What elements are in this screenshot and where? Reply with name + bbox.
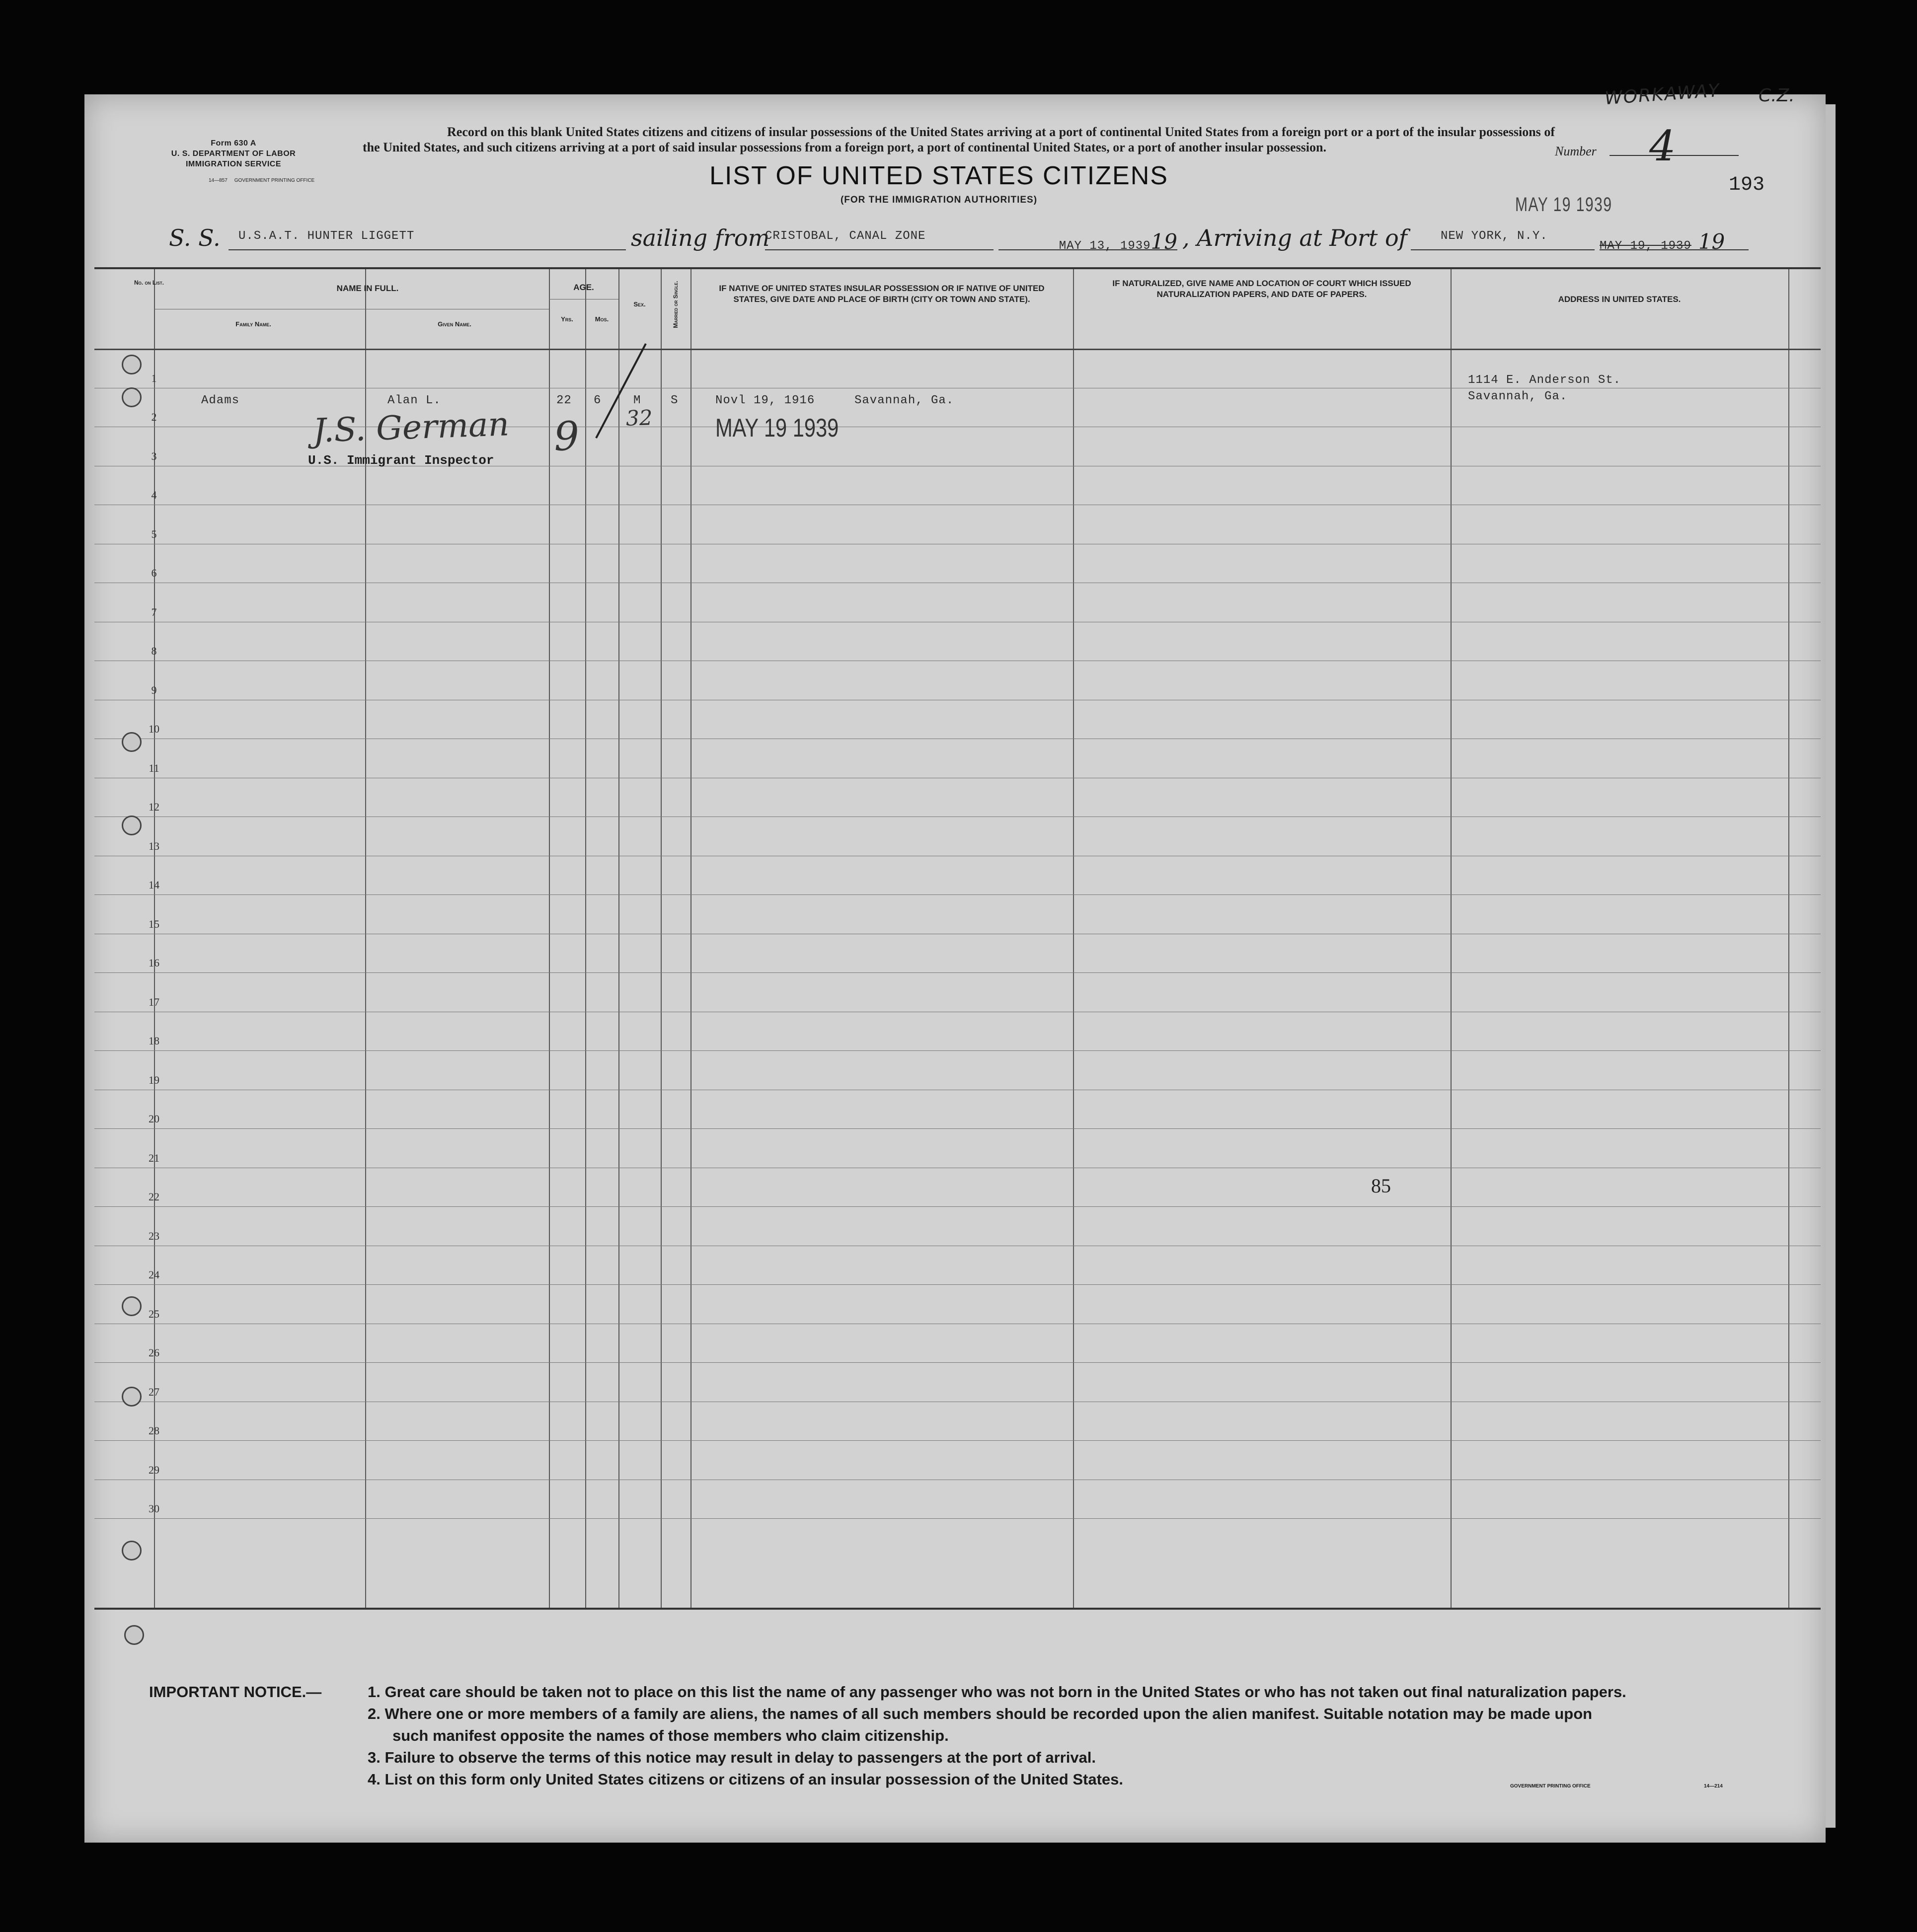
depart-date-field xyxy=(998,229,1177,254)
row-number: 16 xyxy=(149,957,159,969)
age-mos-cell: 6 xyxy=(594,394,602,407)
col-divider xyxy=(1451,269,1452,1608)
row-number: 10 xyxy=(149,723,159,735)
marital-cell: S xyxy=(671,394,679,407)
row-number: 13 xyxy=(149,839,159,852)
row-number: 17 xyxy=(149,995,159,1008)
hand-annotation-2: C.Z. xyxy=(1759,85,1795,106)
service: IMMIGRATION SERVICE xyxy=(185,160,282,168)
row-number: 21 xyxy=(149,1151,159,1164)
row-rule xyxy=(94,1206,1821,1207)
footer-print-office: GOVERNMENT PRINTING OFFICE xyxy=(1510,1783,1591,1789)
page-subtitle: (FOR THE IMMIGRATION AUTHORITIES) xyxy=(840,195,1038,205)
check-mark xyxy=(586,339,656,448)
inspector-signature: J.S. German xyxy=(312,405,510,450)
punch-hole xyxy=(122,1541,142,1560)
arrival-stamp-top: MAY 19 1939 xyxy=(1515,194,1612,216)
row-number: 1 xyxy=(151,372,157,384)
list-number: 4 xyxy=(1649,122,1676,170)
col-name-in-full: NAME IN FULL. xyxy=(336,284,399,293)
page-title: LIST OF UNITED STATES CITIZENS xyxy=(709,161,1168,190)
port-to: NEW YORK, N.Y. xyxy=(1441,229,1548,243)
col-divider xyxy=(1073,269,1074,1608)
row-number: 7 xyxy=(151,605,157,618)
port-from-field xyxy=(765,229,994,250)
birth-date-cell: Novl 19, 1916 xyxy=(715,394,815,407)
number-label: Number xyxy=(1555,144,1597,158)
hand-mark-2: 32 xyxy=(625,405,653,431)
col-divider xyxy=(690,269,691,1608)
inspection-stamp: MAY 19 1939 xyxy=(715,414,839,443)
row-number: 9 xyxy=(151,683,157,696)
col-divider xyxy=(1788,269,1789,1608)
ship-field xyxy=(229,229,626,250)
header-rule xyxy=(94,349,1821,350)
form-sheet xyxy=(84,80,1826,1843)
row-number: 8 xyxy=(151,645,157,657)
row-rule xyxy=(94,1050,1821,1051)
port-to-field xyxy=(1411,229,1595,250)
ss-label: S. S. xyxy=(169,224,221,251)
col-given-name: Given Name. xyxy=(438,320,471,328)
passenger-table xyxy=(94,267,1821,1610)
department: U. S. DEPARTMENT OF LABOR xyxy=(171,149,296,158)
row-number: 6 xyxy=(151,567,157,579)
sailing-from-label: sailing from xyxy=(631,224,770,251)
notice-item-2-cont: such manifest opposite the names of those members who claim citizenship. xyxy=(392,1727,949,1744)
col-birth: IF NATIVE OF UNITED STATES INSULAR POSSESSION OR IF NATIVE OF UNITED STATES, GIVE DATE AND PLACE OF BIRTH (CITY OR TOWN AND STATE). xyxy=(719,284,1045,304)
form-number: Form 630 A xyxy=(211,139,256,148)
col-address: ADDRESS IN UNITED STATES. xyxy=(1558,295,1681,304)
row-rule xyxy=(94,972,1821,973)
row-number: 29 xyxy=(149,1463,159,1476)
row-rule xyxy=(94,1518,1821,1519)
punch-hole xyxy=(122,1296,142,1316)
punch-hole xyxy=(122,732,142,752)
row-number: 24 xyxy=(149,1268,159,1281)
arrival-date-field xyxy=(1600,229,1749,254)
col-divider xyxy=(365,269,366,1608)
row-number: 11 xyxy=(149,761,159,774)
print-office: GOVERNMENT PRINTING OFFICE xyxy=(234,178,315,183)
row-number: 30 xyxy=(149,1502,159,1515)
punch-hole xyxy=(122,355,142,374)
row-rule xyxy=(94,1284,1821,1285)
row-rule xyxy=(94,894,1821,895)
notice-item-1: IMPORTANT NOTICE.— 1. Great care should be taken not to place on this list the name of any passenger who was not born in the United States or who has not taken out final naturalization papers. xyxy=(149,1681,1788,1703)
col-age-yrs: Yrs. xyxy=(561,315,573,323)
page-number: 193 xyxy=(1729,174,1765,196)
year-prefix-2: 19 xyxy=(1698,229,1725,254)
year-prefix: 19 xyxy=(1150,229,1177,254)
arriving-label: , Arriving at Port of xyxy=(1182,224,1407,251)
col-age: AGE. xyxy=(573,283,594,292)
birth-place-cell: Savannah, Ga. xyxy=(854,394,954,407)
pencil-note: 85 xyxy=(1371,1175,1391,1197)
row-number: 4 xyxy=(151,489,157,501)
footer-print-code: 14—214 xyxy=(1704,1783,1723,1789)
col-married-single: Married or Single. xyxy=(672,281,679,328)
row-number: 19 xyxy=(149,1073,159,1086)
punch-hole xyxy=(124,1625,144,1645)
notice-item-2: 2. Where one or more members of a family are aliens, the names of all such members should be recorded upon the alien manifest. Suitable notation may be made upon xyxy=(368,1705,1593,1722)
hand-mark: 9 xyxy=(553,413,580,460)
row-number: 2 xyxy=(151,411,157,423)
print-code-number: 14—857 xyxy=(209,178,228,183)
row-number: 28 xyxy=(149,1424,159,1437)
inspector-title: U.S. Immigrant Inspector xyxy=(308,453,494,468)
row-number: 25 xyxy=(149,1307,159,1320)
instruction-text: Record on this blank United States citizens and citizens of insular possessions of the United States arriving at a port of continental United States from a foreign port or a port of the insular possessions of the United States, and such citizens arriving at a port of said insular possessions from a foreign port, a port of continental United States, or a port of another insular possession. xyxy=(363,125,1555,154)
row-number: 20 xyxy=(149,1113,159,1125)
row-number: 12 xyxy=(149,801,159,813)
col-divider xyxy=(618,269,619,1608)
row-number: 3 xyxy=(151,449,157,462)
sex-cell: M xyxy=(633,394,641,407)
col-naturalized: IF NATURALIZED, GIVE NAME AND LOCATION OF COURT WHICH ISSUED NATURALIZATION PAPERS, AND DATE OF PAPERS. xyxy=(1112,279,1411,299)
row-rule xyxy=(94,1128,1821,1129)
row-number: 26 xyxy=(149,1346,159,1359)
row-number: 14 xyxy=(149,879,159,891)
ship-name: U.S.A.T. HUNTER LIGGETT xyxy=(238,229,415,243)
arrival-date-struck: MAY 19, 1939 xyxy=(1600,239,1691,253)
col-no-on-list: No. on List. xyxy=(134,279,164,286)
hand-annotation: WORKAWAY xyxy=(1604,80,1721,109)
address-line2-cell: Savannah, Ga. xyxy=(1468,390,1568,403)
punch-hole xyxy=(122,816,142,835)
depart-date: MAY 13, 1939 xyxy=(1059,239,1151,253)
row-number: 27 xyxy=(149,1385,159,1398)
notice-item-3: 3. Failure to observe the terms of this notice may result in delay to passengers at the port of arrival. xyxy=(368,1749,1096,1766)
row-rule xyxy=(94,1362,1821,1363)
col-family-name: Family Name. xyxy=(235,320,271,328)
col-divider xyxy=(585,269,586,1608)
col-age-mos: Mos. xyxy=(595,315,609,323)
row-number: 22 xyxy=(149,1190,159,1203)
row-number: 18 xyxy=(149,1035,159,1047)
col-divider xyxy=(549,269,550,1608)
page-edge xyxy=(1826,104,1836,1828)
age-yrs-cell: 22 xyxy=(556,394,572,407)
row-number: 5 xyxy=(151,527,157,540)
notice-lead: IMPORTANT NOTICE.— xyxy=(149,1683,322,1701)
given-name-cell: Alan L. xyxy=(387,394,441,407)
col-divider xyxy=(154,269,155,1608)
family-name-cell: Adams xyxy=(201,394,240,407)
row-number: 15 xyxy=(149,917,159,930)
print-code xyxy=(209,178,314,183)
address-line1-cell: 1114 E. Anderson St. xyxy=(1468,373,1621,387)
punch-hole xyxy=(122,387,142,407)
punch-hole xyxy=(122,1387,142,1407)
row-rule xyxy=(94,1440,1821,1441)
col-divider xyxy=(661,269,662,1608)
row-number: 23 xyxy=(149,1229,159,1242)
notice-item-4: 4. List on this form only United States citizens or citizens of an insular possession of the United States. GOVERNMENT PRINTING OFFICE 14—214 xyxy=(149,1769,1788,1790)
port-from: CRISTOBAL, CANAL ZONE xyxy=(765,229,926,243)
important-notice xyxy=(149,1681,1788,1790)
form-identifier xyxy=(134,138,333,169)
col-sex: Sex. xyxy=(633,300,646,308)
